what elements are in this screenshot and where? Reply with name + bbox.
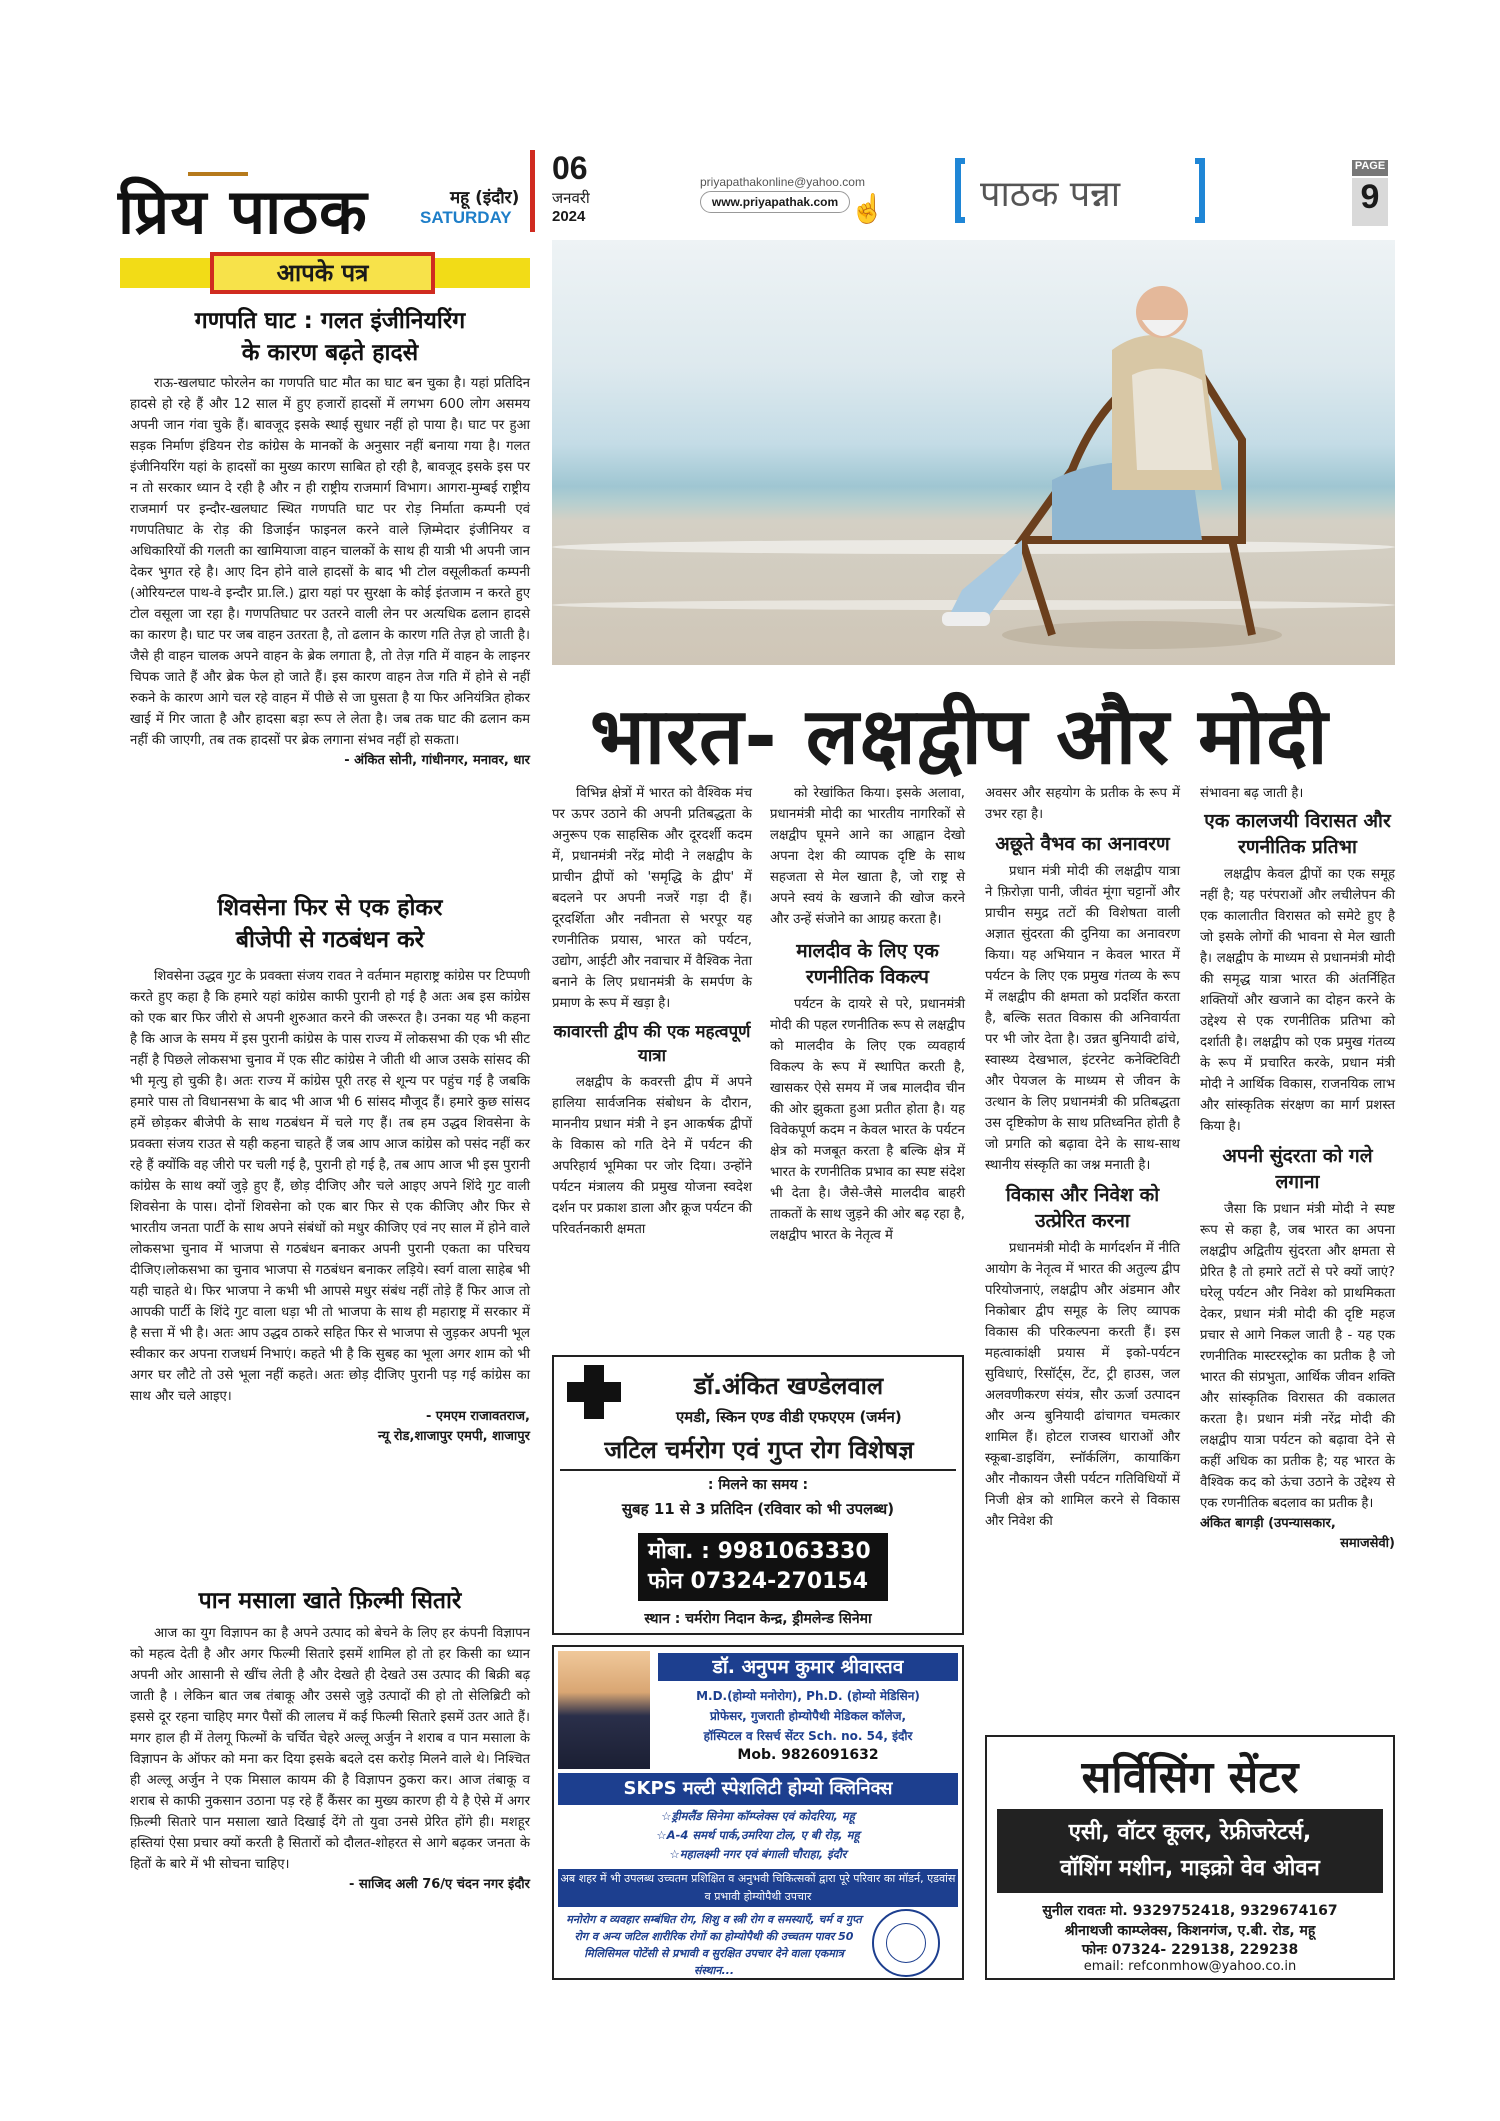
ad-services-box [997, 1809, 1383, 1893]
ad-mobile: मोबा. : 9981063330 [648, 1539, 871, 1564]
divider [560, 1469, 956, 1471]
crown-icon [188, 150, 248, 176]
article-text: प्रधानमंत्री मोदी के मार्गदर्शन में नीति आयोग के नेतृत्व में भारत की अतुल्य द्वीप परियोजनाएं, लक्षद्वीप और अंडमान और निकोबार द्वीप समूह के लिए व्यापक विकास की परिकल्पना करती हैं। इस महत्वाकांक्षी प्रयास में इको-पर्यटन सुविधाएं, रिसॉर्ट्स, टेंट, ट्री हाउस, जल अलवणीकरण संयंत्र, सौर ऊर्जा उत्पादन और अन्य बुनियादी ढांचागत चमत्कार शामिल हैं। होटल राजस्व धाराओं और स्कूबा-डाइविंग, स्नॉर्कलिंग, कायाकिंग और नौकायन जैसी पर्यटन गतिविधियों में निजी क्षेत्र को शामिल करने से विकास और निवेश की [985, 1241, 1180, 1529]
ad-specialty: जटिल चर्मरोग एवं गुप्त रोग विशेषज्ञ [604, 1436, 914, 1464]
letter-title: पान मसाला खाते फ़िल्मी सितारे [198, 1588, 462, 1614]
ad-degree: M.D.(होम्यो मनोरोग), Ph.D. (होम्यो मेडिसिन) [696, 1689, 920, 1703]
article-text: को रेखांकित किया। इसके अलावा, प्रधानमंत्री मोदी का भारतीय नागरिकों से लक्षद्वीप घूमने आने का आह्वान देखो अपना देश की व्यापक दृष्टि के साथ सहजता से मेल खाता है, जो राष्ट्र से अपने स्वयं के खजाने की खोज करने और उन्हें संजोने का आग्रह करता है। [770, 786, 965, 927]
article-text: विभिन्न क्षेत्रों में भारत को वैश्विक मंच पर ऊपर उठाने की अपनी प्रतिबद्धता के अनुरूप एक साहसिक और दूरदर्शी कदम में, प्रधानमंत्री नरेंद्र मोदी ने लक्षद्वीप के प्राचीन द्वीपों को 'समृद्धि के द्वीप' में बदलने पर अपनी नजरें गड़ा दी हैं। दूरदर्शिता और नवीनता से भरपूर यह रणनीतिक प्रयास, भारत को पर्यटन, उद्योग, आईटी और नवाचार में वैश्विक नेता बनाने के लिए प्रधानमंत्री के समर्पण के प्रमाण के रूप में खड़ा है। [552, 786, 752, 1011]
page-number: 9 [1352, 178, 1388, 226]
article-col-d [1200, 783, 1395, 1554]
day: SATURDAY [420, 208, 512, 227]
ad-doctor-name: डॉ.अंकित खण्डेलवाल [694, 1372, 884, 1400]
ad-degree: एमडी, स्किन एण्ड वीडी एफएएम (जर्मन) [676, 1408, 902, 1426]
ad-place: स्थान : चर्मरोग निदान केन्द्र, ड्रीमलेन्ड सिनेमा [644, 1611, 872, 1627]
letter-signature: - एमएम राजावतराज, [426, 1409, 530, 1424]
letter-signature: - साजिद अली 76/ए चंदन नगर इंदौर [349, 1877, 530, 1892]
letter-title: बीजेपी से गठबंधन करे [235, 927, 425, 953]
ad-band: अब शहर में भी उपलब्ध उच्चतम प्रशिक्षित व अनुभवी चिकित्सकों द्वारा पूरे परिवार का मॉडर्न, एडवांस व प्रभावी होम्योपैथी उपचार [558, 1869, 958, 1907]
ad-mobile: Mob. 9826091632 [737, 1747, 879, 1763]
page-label: PAGE [1352, 160, 1388, 176]
article-text: जैसा कि प्रधान मंत्री मोदी ने स्पष्ट रूप से कहा है, जब भारत का अपना लक्षद्वीप अद्वितीय सुंदरता और क्षमता से प्रेरित है तो हमारे तटों से परे क्यों जाएं? घरेलू पर्यटन और निवेश को प्राथमिकता देकर, प्रधान मंत्री मोदी की दृष्टि महज प्रचार से आगे निकल जाती है - यह एक रणनीतिक मास्टरस्ट्रोक का प्रतीक है जो भारत की संप्रभुता, आर्थिक जीवन शक्ति और सांस्कृतिक विरासत की वकालत करता है। प्रधान मंत्री नरेंद्र मोदी की लक्षद्वीप यात्रा पर्यटन को बढ़ावा देने से कहीं अधिक का प्रतीक है; यह भारत के वैश्विक कद को ऊंचा उठाने के उद्देश्य से एक रणनीतिक बदलाव का प्रतीक है। [1200, 1202, 1395, 1511]
ad-timing: सुबह 11 से 3 प्रतिदिन (रविवार को भी उपलब्ध) [621, 1500, 895, 1518]
servicing-center-ad [985, 1735, 1395, 1980]
article-subhead: विकास और निवेश को उत्प्रेरित करना [1005, 1184, 1160, 1232]
letter-3 [130, 1585, 530, 1895]
date-number: 06 [552, 150, 588, 186]
ad-email[interactable]: email: refconmhow@yahoo.co.in [1083, 1959, 1297, 1974]
ad-address: ☆महालक्ष्मी नगर एवं बंगाली चौराहा, इंदौर [669, 1847, 847, 1861]
article-subhead: अपनी सुंदरता को गले लगाना [1222, 1145, 1373, 1193]
article-text: अवसर और सहयोग के प्रतीक के रूप में उभर रहा है। [985, 786, 1180, 822]
masthead-title: प्रिय पाठक [118, 168, 368, 252]
letter-2 [130, 892, 530, 1447]
letter-title: गणपति घाट : गलत इंजीनियरिंग [194, 308, 466, 334]
article-col-c [985, 783, 1180, 1532]
letter-body: आज का युग विज्ञापन का है अपने उत्पाद को बेचने के लिए हर कंपनी विज्ञापन को महत्व देती है और अगर फिल्मी सितारे इसमें शामिल हो तो हर किसी का ध्यान अपनी ओर आसानी से खींच लेती है और देखते ही देखते उस उत्पाद की बिक्री बढ़ जाती है । लेकिन बात जब तंबाकू और उससे जुड़े उत्पादों की हो तो सेलिब्रिटी को इससे दूर रहना चाहिए मगर पैसों की लालच में कई फिल्मी सितारे इसमें उतर आते हैं। मगर हाल ही में तेलगू फिल्मों के चर्चित चेहरे अल्लू अर्जुन ने शराब व पान मसाला के विज्ञापन के ऑफर को मना कर दिया इसके बदले दस करोड़ मिलने वाले थे। निश्चित ही अल्लू अर्जुन ने एक मिसाल कायम की है विज्ञापन ठुकरा कर। आज तंबाकू व शराब से काफी नुकसान उठाना पड़ रहे हैं कैंसर का मुख्य कारण ही ये है ऐसे में अगर फ़िल्मी सितारे पान मसाला खाते दिखाई देंगे तो युवा उनसे प्रेरित होंगे ही। मशहूर हस्तियां ऐसा प्रचार क्यों करती है सितारों को दौलत-शोहरत से आगे बढ़कर जनता के हितों के बारे में भी सोचना चाहिए। [130, 1626, 530, 1872]
article-col-b [770, 783, 965, 1246]
article-text: लक्षद्वीप के कवरत्ती द्वीप में अपने हालिया सार्वजनिक संबोधन के दौरान, माननीय प्रधान मंत्री ने इन आकर्षक द्वीपों के विकास को गति देने में पर्यटन की अपरिहार्य भूमिका पर जोर दिया। उन्होंने पर्यटन मंत्रालय की प्रमुख योजना स्वदेश दर्शन पर प्रकाश डाला और क्रूज पर्यटन की परिवर्तनकारी क्षमता [552, 1075, 752, 1237]
date-divider [530, 150, 535, 232]
ad-hosp: हॉस्पिटल व रिसर्च सेंटर Sch. no. 54, इंदौर [703, 1729, 913, 1743]
ad-phone-box [638, 1533, 888, 1601]
letter-1 [130, 305, 530, 771]
article-text: संभावना बढ़ जाती है। [1200, 786, 1304, 801]
homeo-clinic-ad [552, 1645, 964, 1980]
date-year: 2024 [552, 208, 586, 225]
letter-signature: - अंकित सोनी, गांधीनगर, मनावर, धार [344, 753, 530, 768]
article-author: अंकित बागड़ी (उपन्यासकार, [1200, 1516, 1336, 1531]
bracket-left [955, 158, 965, 223]
city: महू (इंदौर) [450, 188, 520, 208]
letter-title: शिवसेना फिर से एक होकर [217, 895, 443, 921]
ad-doctor-name: डॉ. अनुपम कुमार श्रीवास्तव [658, 1653, 958, 1681]
article-subhead: मालदीव के लिए एक रणनीतिक विकल्प [796, 940, 939, 988]
article-subhead: एक कालजयी विरासत और रणनीतिक प्रतिभा [1204, 810, 1391, 858]
ad-prof: प्रोफेसर, गुजराती होम्योपैथी मेडिकल कॉलेज, [709, 1709, 907, 1723]
ad-address: ☆A-4 समर्थ पार्क,उमरिया टोल, ए बी रोड़, महू [656, 1828, 860, 1842]
ad-phone: फोन 07324-270154 [648, 1569, 869, 1594]
article-col-a [552, 783, 752, 1240]
article-author: समाजसेवी) [1340, 1536, 1395, 1551]
figure-illustration [552, 240, 1395, 665]
ad-address: श्रीनाथजी काम्प्लेक्स, किशनगंज, ए.बी. रोड, महू [1064, 1923, 1316, 1939]
article-text: प्रधान मंत्री मोदी की लक्षद्वीप यात्रा ने फ़िरोज़ा पानी, जीवंत मूंगा चट्टानों और प्राचीन समुद्र तटों की विशेषता वाली अज्ञात सुंदरता की दुनिया का अनावरण किया। यह अभियान न केवल भारत में पर्यटन के लिए एक प्रमुख गंतव्य के रूप में लक्षद्वीप की क्षमता को प्रदर्शित करता है, बल्कि सतत विकास की अनिवार्यता पर भी जोर देता है। उन्नत बुनियादी ढांचे, स्वास्थ्य देखभाल, इंटरनेट कनेक्टिविटी और पेयजल के माध्यम से जीवन के उत्थान के लिए प्रधानमंत्री की प्रतिबद्धता उस दृष्टिकोण के साथ प्रतिध्वनित होती है जो प्रगति को बढ़ावा देने के साथ-साथ स्थानीय संस्कृति का जश्न मनाती है। [985, 864, 1180, 1173]
article-text: लक्षद्वीप केवल द्वीपों का एक समूह नहीं है; यह परंपराओं और लचीलेपन की एक कालातीत विरासत को समेटे हुए है जो इसके लोगों की भावना से मेल खाती है। लक्षद्वीप के माध्यम से प्रधानमंत्री मोदी की समृद्ध यात्रा भारत की अंतर्निहित शक्तियों और खजाने का दोहन करने के उद्देश्य से एक रणनीतिक प्रतिभा को दर्शाती है। लक्षद्वीप को एक प्रमुख गंतव्य के रूप में प्रचारित करके, प्रधान मंत्री मोदी ने आर्थिक विकास, राजनयिक लाभ और सांस्कृतिक संरक्षण का मार्ग प्रशस्त किया है। [1200, 867, 1395, 1134]
ad-phone: फोनः 07324- 229138, 229238 [1081, 1942, 1299, 1958]
date-month: जनवरी [552, 189, 590, 207]
bracket-right [1195, 158, 1205, 223]
skin-doctor-ad [552, 1355, 964, 1635]
letter-title: के कारण बढ़ते हादसे [241, 340, 419, 366]
article-text: पर्यटन के दायरे से परे, प्रधानमंत्री मोदी की पहल रणनीतिक रूप से लक्षद्वीप को मालदीव के लिए एक व्यवहार्य विकल्प के रूप में स्थापित करती है, खासकर ऐसे समय में जब मालदीव चीन की ओर झुकता हुआ प्रतीत होता है। यह विवेकपूर्ण कदम न केवल भारत के पर्यटन क्षेत्र को मजबूत करता है बल्कि क्षेत्र में भारत के रणनीतिक प्रभाव का स्पष्ट संदेश भी देता है। जैसे-जैसे मालदीव बाहरी ताकतों के साथ जुड़ने की ओर बढ़ रहा है, लक्षद्वीप भारत के नेतृत्व में [770, 997, 965, 1243]
website-link[interactable]: www.priyapathak.com [700, 191, 850, 213]
main-headline: भारत- लक्षद्वीप और मोदी [590, 692, 1329, 782]
clinic-seal-icon [872, 1909, 940, 1977]
ad-title: सर्विसिंग सेंटर [1081, 1752, 1299, 1803]
ad-address: ☆ड्रीमलैंड सिनेमा कॉम्प्लेक्स एवं कोदरिया, महू [661, 1809, 855, 1823]
email[interactable]: priyapathakonline@yahoo.com [700, 175, 865, 189]
ad-meet-label: : मिलने का समय : [707, 1477, 809, 1493]
ad-description: मनोरोग व व्यवहार सम्बंधित रोग, शिशु व स्त्री रोग व समस्याएँ, चर्म व गुप्त रोग व अन्य जटिल शारीरिक रोगों का होम्योपैथी की उच्चतम पावर 50 मिलिसिमल पोटेंसी से प्रभावी व सुरक्षित उपचार देने वाला एकमात्र संस्थान... [566, 1913, 862, 1977]
letters-tag: आपके पत्र [210, 252, 435, 294]
ad-services: वॉशिंग मशीन, माइक्रो वेव ओवन [1060, 1856, 1320, 1881]
ad-services: एसी, वॉटर कूलर, रेफ्रीजरेटर्स, [1068, 1820, 1312, 1845]
lead-photo [552, 240, 1395, 665]
doctor-photo [558, 1651, 650, 1769]
letter-body: शिवसेना उद्धव गुट के प्रवक्ता संजय रावत ने वर्तमान महाराष्ट्र कांग्रेस पर टिप्पणी करते हुए कहा है कि हमारे यहां कांग्रेस काफी पुरानी हो गई है अतः अब इस कांग्रेस को एक बार फिर जीरो से अपनी शुरुआत करने की जरूरत है। उनका यह भी कहना है कि आज के समय में इस पुरानी कांग्रेस के पास राज्य में लोकसभा की एक भी सीट नहीं है पिछले लोकसभा चुनाव में एक सीट कांग्रेस ने जीती थी आज उसके सांसद की भी मृत्यु हो चुकी है। अतः राज्य में कांग्रेस पूरी तरह से शून्य पर पहुंच गई है जबकि हमारे पास तो विधानसभा के बाद भी आज भी 6 सांसद मौजूद हैं। हमारे कुछ सांसद हमें छोड़कर बीजेपी के साथ गठबंधन में चले गए हैं। तब हम उद्धव शिवसेना के प्रवक्ता संजय राउत से यही कहना चाहते हैं जब आप आज कांग्रेस को पसंद नहीं कर रहे हैं क्योंकि वह जीरो पर चली गई है, पुरानी हो गई है, तब आप आज भी इस पुरानी कांग्रेस के साथ क्यों जुड़े हुए हैं, छोड़ दीजिए और चले आइए अपने शिंदे गुट वाली शिवसेना के पास। दोनों शिवसेना को एक बार फिर से एक कीजिए और फिर से भारतीय जनता पार्टी के साथ अपने संबंधों को मधुर कीजिए एवं नए साल में होने वाले लोकसभा चुनाव में भाजपा से गठबंधन बनाकर अपनी पुरानी एकता का परिचय दीजिए।लोकसभा का चुनाव भाजपा से गठबंधन बनाकर लड़िये। स्वर्ग वाला साहेब भी यही चाहते थे। फिर भाजपा ने कभी भी आपसे मधुर संबंध नहीं तोड़े हैं फिर आज तो आपकी पार्टी के शिंदे गुट वाला धड़ा भी तो भाजपा के साथ ही महाराष्ट्र में सरकार में है सत्ता में भी है। अतः आप उद्धव ठाकरे सहित फिर से भाजपा से जुड़कर अपनी भूल स्वीकार कर अपना राजधर्म निभाएं। कहते भी है कि सुबह का भूला अगर शाम को भी अगर घर लौटे तो उसे भूला नहीं कहते। अतः छोड़ दीजिए पुरानी पड़ गई कांग्रेस का साथ और चले आइए। [130, 969, 530, 1404]
section-title: पाठक पन्ना [980, 174, 1121, 215]
pointer-hand-icon: ☝ [850, 192, 885, 225]
article-subhead: अछूते वैभव का अनावरण [995, 833, 1170, 855]
article-subhead: कावारत्ती द्वीप की एक महत्वपूर्ण यात्रा [553, 1022, 751, 1066]
letter-signature: न्यू रोड,शाजापुर एमपी, शाजापुर [377, 1429, 530, 1444]
ad-contact: सुनील रावतः मो. 9329752418, 9329674167 [1042, 1903, 1338, 1919]
letter-body: राऊ-खलघाट फोरलेन का गणपति घाट मौत का घाट बन चुका है। यहां प्रतिदिन हादसे हो रहे हैं और 12 साल में हुए हजारों हादसों में लगभग 600 लोग असमय अपनी जान गंवा चुके हैं। बावजूद इसके स्थाई सुधार नहीं हो पाया है। घाट पर हुआ सड़क निर्माण इंडियन रोड कांग्रेस के मानकों के अनुसार नहीं बनाया गया है। गलत इंजीनियरिंग यहां के हादसों का मुख्य कारण साबित हो रही है, बावजूद इसके इस पर न तो सरकार ध्यान दे रही है और न ही राष्ट्रीय राजमार्ग विभाग। आगरा-मुम्बई राष्ट्रीय राजमार्ग पर इन्दौर-खलघाट स्थित गणपति घाट पर रोड़ निर्माता कम्पनी एवं गणपतिघाट के रोड़ की डिजाईन फाइनल करने वाले ज़िम्मेदार इंजीनियर व अधिकारियों की गलती का खामियाजा वाहन चालकों के साथ ही यात्री भी अपनी जान देकर भुगत रहे है। आए दिन होने वाले हादसों के बाद भी टोल वसूलीकर्ता कम्पनी (ओरियन्टल पाथ-वे इन्दौर प्रा.लि.) द्वारा यहां पर सुरक्षा के कोई इंतजाम न करते हुए टोल वसूला जा रहा है। गणपतिघाट पर उतरने वाली लेन पर अत्यधिक ढलान हादसे का कारण है। घाट पर जब वाहन उतरता है, तो ढलान के कारण गति तेज़ हो जाती है। जैसे ही वाहन चालक अपने वाहन के ब्रेक लगाता है, तो तेज़ गति में वाहन के लाइनर चिपक जाते हैं और ब्रेक फेल हो जाते हैं। इस कारण वाहन तेज गति में होने से नहीं रुकने के कारण आगे चल रहे वाहन में पीछे से जा घुसता है या फिर अनियंत्रित होकर खाई में गिर जाता है और हादसा बड़ा रूप ले लेता है। जब तक घाट की ढलान कम नहीं की जाएगी, तब तक हादसों पर ब्रेक लगाना संभव नहीं हो सकता। [130, 376, 530, 748]
ad-clinic-name: SKPS मल्टी स्पेशलिटी होम्यो क्लिनिक्स [558, 1773, 958, 1805]
